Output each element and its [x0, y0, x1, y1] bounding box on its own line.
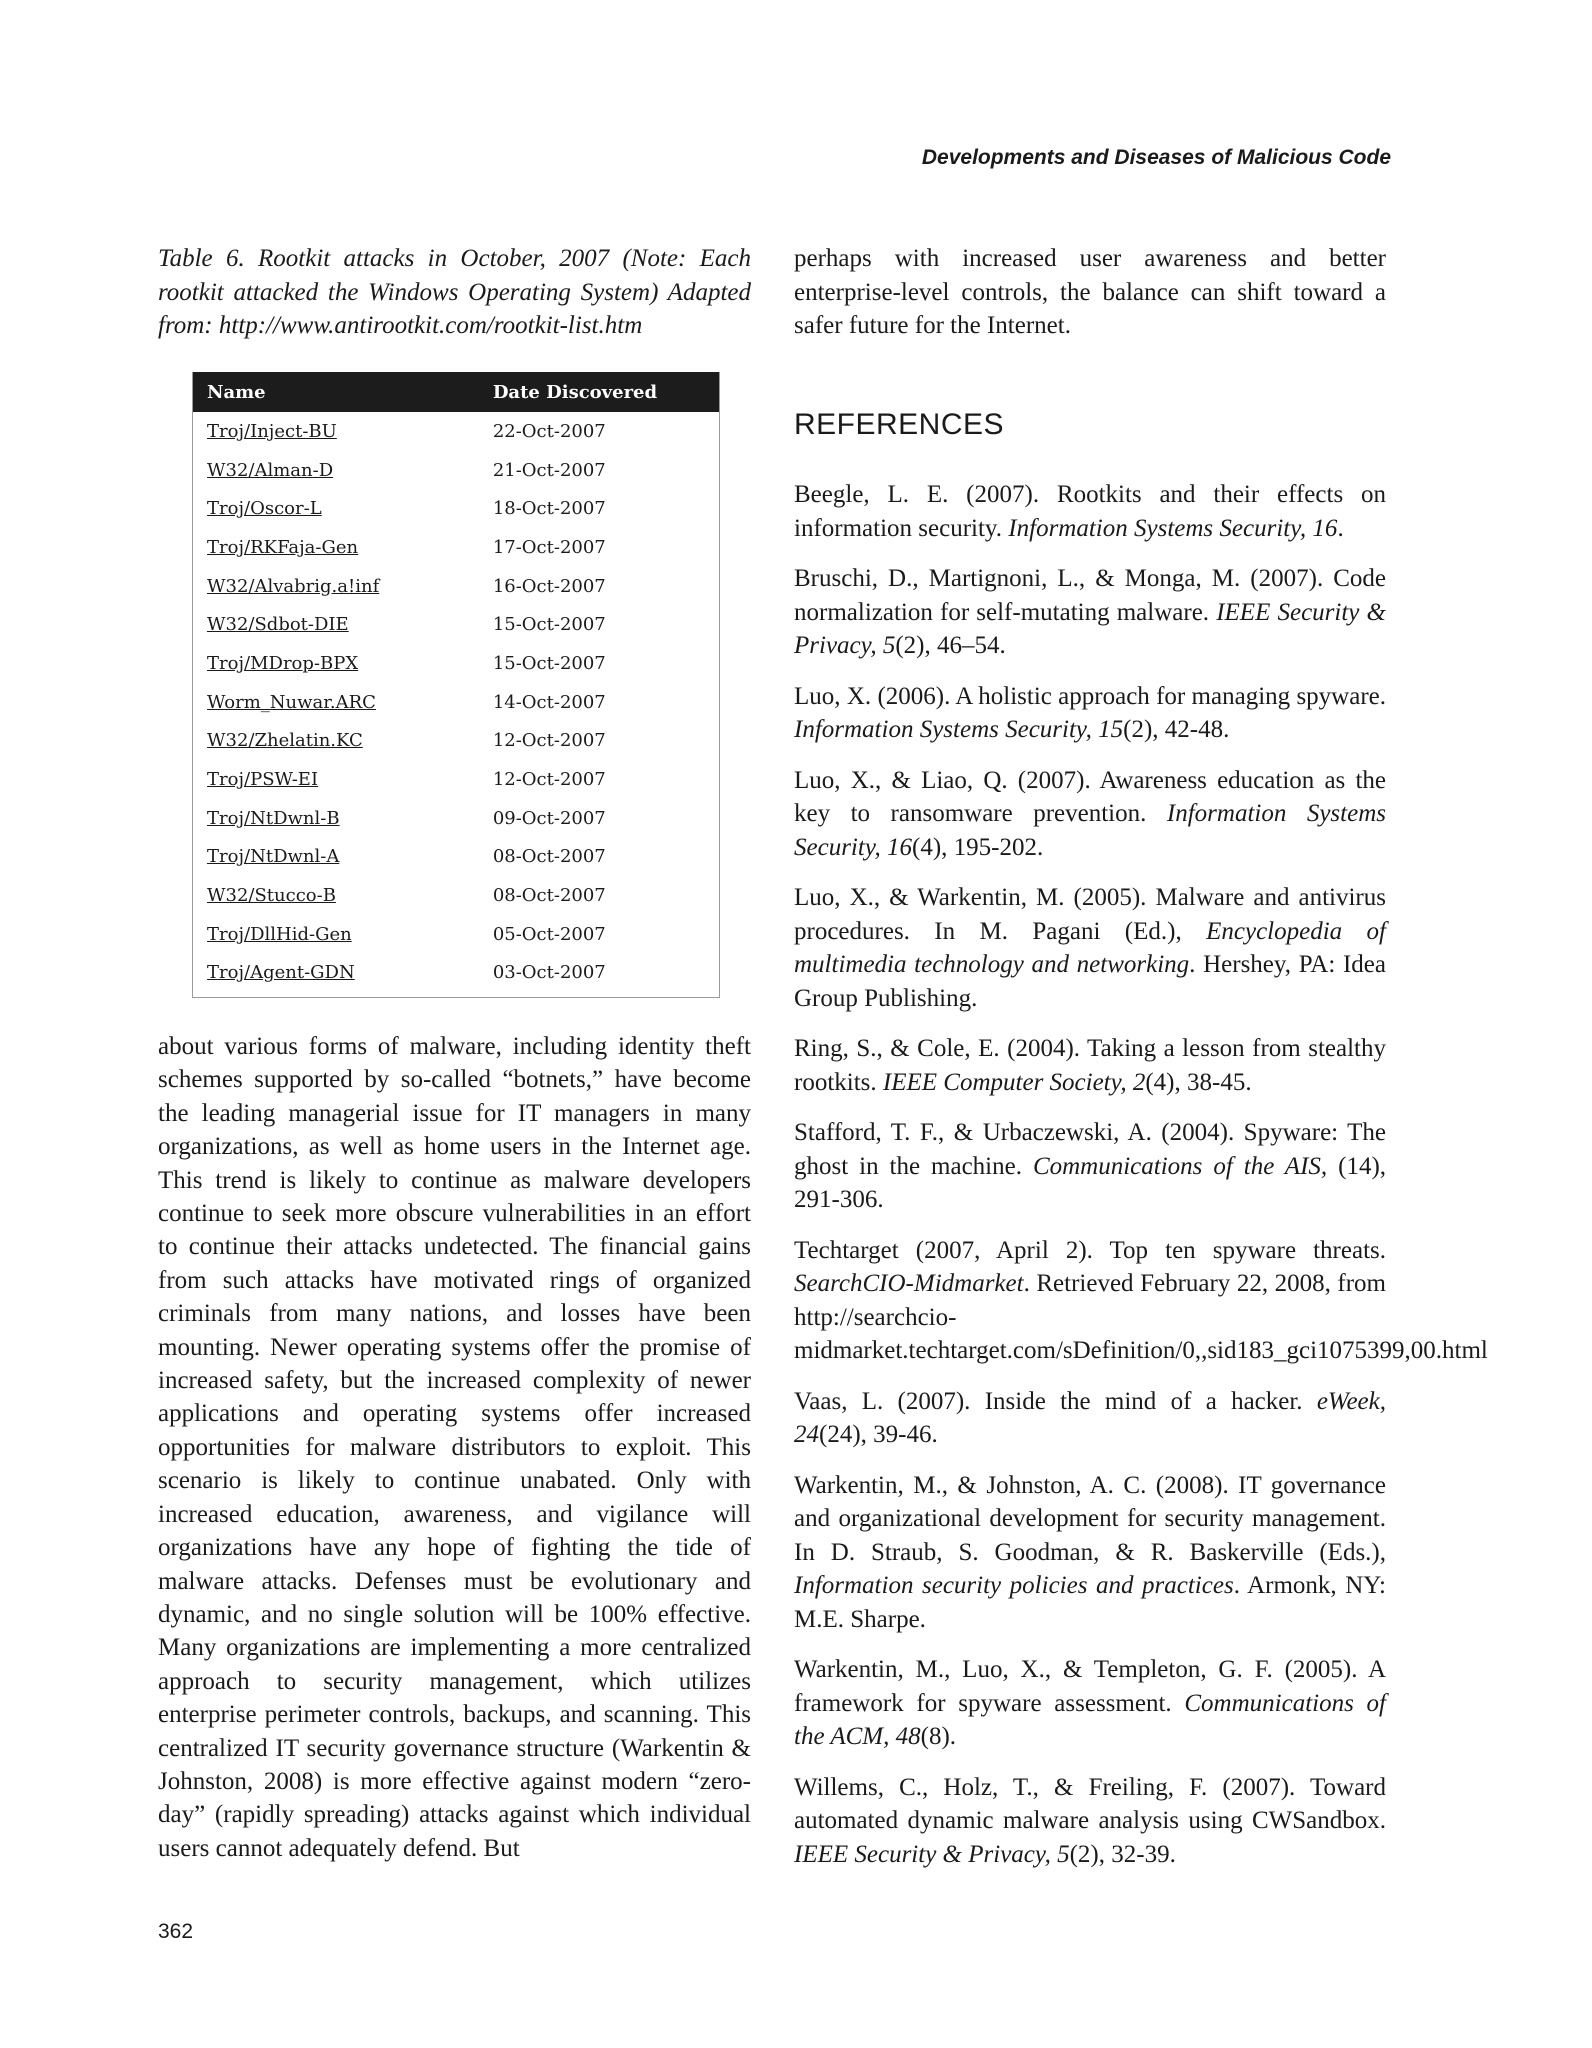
date-discovered: 18-Oct-2007: [492, 498, 606, 520]
date-discovered: 09-Oct-2007: [492, 807, 606, 829]
date-discovered: 14-Oct-2007: [492, 691, 606, 713]
rootkit-name: W32/Sdbot-DIE: [207, 614, 349, 636]
date-discovered: 21-Oct-2007: [492, 459, 606, 481]
reference-entry: Luo, X. (2006). A holistic approach for managing spyware. Information Systems Security, 15(2), 42-48.: [794, 682, 1386, 743]
reference-entry: Techtarget (2007, April 2). Top ten spyware threats. SearchCIO-Midmarket. Retrieved February 22, 2008, from http://searchcio-midmarket.techtarget.com/sDefinition/0,,sid183_gci1075399,00.html: [794, 1236, 1488, 1364]
table-row: [193, 567, 719, 606]
reference-entry: Luo, X., & Liao, Q. (2007). Awareness education as the key to ransomware prevention. Information Systems Security, 16(4), 195-202.: [794, 766, 1386, 861]
rootkit-name: Troj/DllHid-Gen: [207, 923, 352, 945]
reference-entry: Bruschi, D., Martignoni, L., & Monga, M. (2007). Code normalization for self-mutating malware. IEEE Security & Privacy, 5(2), 46–54.: [794, 565, 1386, 659]
running-header: Developments and Diseases of Malicious Code: [921, 146, 1391, 169]
rootkit-name: W32/Stucco-B: [207, 885, 336, 907]
table-row: [193, 412, 719, 451]
reference-entry: Warkentin, M., & Johnston, A. C. (2008). IT governance and organizational development for security management. In D. Straub, S. Goodman, & R. Baskerville (Eds.), Information security policies and practices. Armonk, NY: M.E. Sharpe.: [794, 1471, 1386, 1633]
date-discovered: 15-Oct-2007: [492, 614, 606, 636]
date-discovered: 12-Oct-2007: [492, 769, 606, 791]
rootkit-name: Troj/Oscor-L: [207, 498, 322, 520]
date-discovered: 03-Oct-2007: [492, 962, 606, 984]
references-list: [794, 478, 1488, 1888]
reference-entry: Ring, S., & Cole, E. (2004). Taking a lesson from stealthy rootkits. IEEE Computer Society, 2(4), 38-45.: [794, 1035, 1386, 1096]
rootkit-name: Troj/Agent-GDN: [207, 962, 355, 984]
date-discovered: 12-Oct-2007: [492, 730, 606, 752]
reference-entry: Luo, X., & Warkentin, M. (2005). Malware and antivirus procedures. In M. Pagani (Ed.), Encyclopedia of multimedia technology and networking. Hershey, PA: Idea Group Publishing.: [794, 884, 1387, 1012]
right-intro-paragraph: perhaps with increased user awareness and better enterprise-level controls, the balance can shift toward a safer future for the Internet.: [794, 245, 1386, 339]
rootkit-name: Troj/NtDwnl-B: [207, 807, 340, 829]
date-discovered: 05-Oct-2007: [492, 923, 606, 945]
table-row: [193, 605, 719, 644]
page-number: 362: [158, 1920, 194, 1943]
date-discovered: 15-Oct-2007: [492, 652, 606, 674]
rootkit-name: Troj/PSW-EI: [207, 769, 319, 791]
rootkit-name: Troj/RKFaja-Gen: [207, 536, 359, 558]
table-caption: Table 6. Rootkit attacks in October, 2007 (Note: Each rootkit attacked the Windows Operating System) Adapted from: http://www.antirootkit.com/rootkit-list.htm: [158, 245, 751, 339]
date-discovered: 08-Oct-2007: [492, 846, 606, 868]
table-row: [193, 644, 719, 683]
table-row: [193, 954, 719, 993]
table-row: [193, 876, 719, 915]
table-row: [193, 489, 719, 528]
date-discovered: 17-Oct-2007: [492, 536, 606, 558]
rootkit-name: Troj/MDrop-BPX: [207, 652, 359, 674]
rootkit-name: W32/Zhelatin.KC: [207, 730, 363, 752]
table-row: [193, 799, 719, 838]
rootkit-name: W32/Alman-D: [207, 459, 334, 481]
reference-entry: Warkentin, M., Luo, X., & Templeton, G. F. (2005). A framework for spyware assessment. Communications of the ACM, 48(8).: [794, 1656, 1386, 1750]
left-body-paragraph: about various forms of malware, including identity theft schemes supported by so-called “botnets,” have become the leading managerial issue for IT managers in many organizations, as well as home users in the Internet age. This trend is likely to continue as malware developers continue to seek more obscure vulnerabilities in an effort to continue their attacks undetected. The financial gains from such attacks have motivated rings of organized criminals from many nations, and losses have been mounting. Newer operating systems offer the promise of increased safety, but the increased complexity of newer applications and operating systems offer increased opportunities for malware distributors to exploit. This scenario is likely to continue unabated. Only with increased education, awareness, and vigilance will organizations have any hope of fighting the tide of malware attacks. Defenses must be evolutionary and dynamic, and no single solution will be 100% effective. Many organizations are implementing a more centralized approach to security management, which utilizes enterprise perimeter controls, backups, and scanning. This centralized IT security governance structure (Warkentin & Johnston, 2008) is more effective against modern “zero-day” (rapidly spreading) attacks against which individual users cannot adequately defend. But: [158, 1033, 751, 1862]
date-discovered: 16-Oct-2007: [492, 575, 606, 597]
table-row: [193, 683, 719, 722]
reference-entry: Vaas, L. (2007). Inside the mind of a hacker. eWeek, 24(24), 39-46.: [794, 1387, 1386, 1448]
table-header-row: [193, 372, 719, 412]
table-row: [193, 528, 719, 567]
table-row: [193, 838, 719, 877]
rootkit-name: Worm_Nuwar.ARC: [207, 691, 376, 713]
date-discovered: 22-Oct-2007: [492, 420, 606, 442]
reference-entry: Stafford, T. F., & Urbaczewski, A. (2004). Spyware: The ghost in the machine. Communications of the AIS, (14), 291-306.: [794, 1119, 1387, 1213]
column-header-name: Name: [193, 372, 493, 412]
table-row: [193, 722, 719, 761]
rootkit-table: [192, 372, 720, 998]
rootkit-name: Troj/Inject-BU: [207, 420, 337, 442]
table-row: [193, 451, 719, 490]
date-discovered: 08-Oct-2007: [492, 885, 606, 907]
table-row: [193, 760, 719, 799]
column-header-date: Date Discovered: [493, 372, 719, 412]
reference-entry: Willems, C., Holz, T., & Freiling, F. (2007). Toward automated dynamic malware analysis using CWSandbox. IEEE Security & Privacy, 5(2), 32-39.: [794, 1773, 1386, 1868]
rootkit-name: Troj/NtDwnl-A: [207, 846, 340, 868]
rootkit-name: W32/Alvabrig.a!inf: [207, 575, 380, 597]
reference-entry: Beegle, L. E. (2007). Rootkits and their effects on information security. Information Systems Security, 16.: [794, 481, 1386, 542]
references-heading: REFERENCES: [794, 408, 1005, 441]
table-row: [193, 915, 719, 954]
